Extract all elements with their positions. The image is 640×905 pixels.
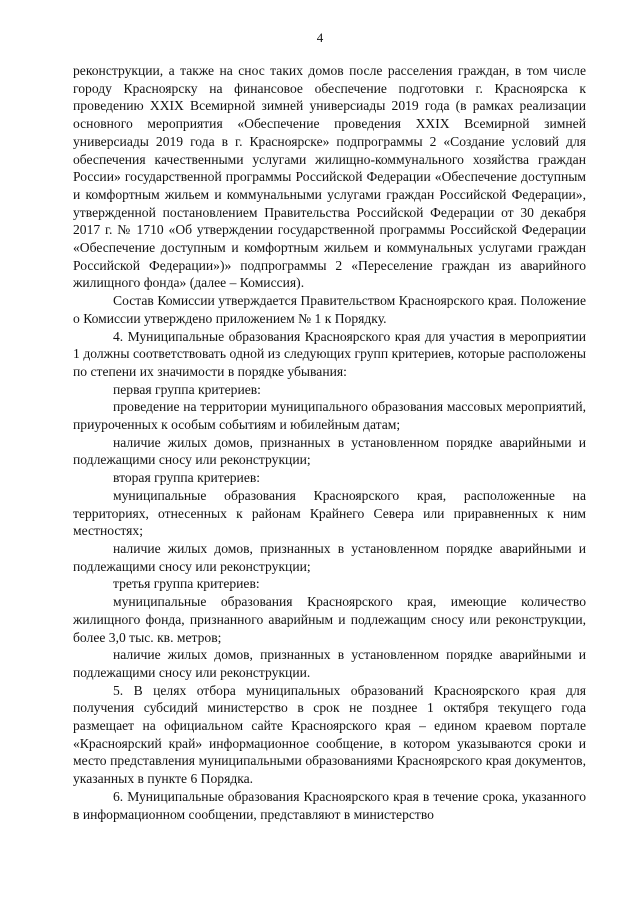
criteria-group-1-item-1: проведение на территории муниципального образования массовых мероприятий, приуроченных к особым событиям и юбилейным датам; bbox=[73, 399, 586, 433]
criteria-group-2-item-1: муниципальные образования Красноярского края, расположенные на территориях, отнесенных к районам Крайнего Севера или приравненных к ним местностях; bbox=[73, 487, 586, 539]
criteria-group-3-item-1: муниципальные образования Красноярского края, имеющие количество жилищного фонда, признанного аварийным и подлежащим сносу или реконструкции, более 3,0 тыс. кв. метров; bbox=[73, 594, 586, 645]
document-body bbox=[73, 62, 586, 823]
paragraph-item-4: 4. Муниципальные образования Красноярского края для участия в мероприятии 1 должны соответствовать одной из следующих групп критериев, которые расположены по степени их значимости в порядке убывания: bbox=[73, 328, 586, 379]
criteria-group-3-item-2: наличие жилых домов, признанных в установленном порядке аварийными и подлежащими сносу или реконструкции. bbox=[73, 647, 586, 680]
criteria-group-1-item-2: наличие жилых домов, признанных в установленном порядке аварийными и подлежащими сносу или реконструкции; bbox=[73, 434, 586, 468]
paragraph-commission-continuation: реконструкции, а также на снос таких домов после расселения граждан, в том числе городу Красноярску на финансовое обеспечение подготовки г. Красноярска к проведению XXIX Всемирной зимней универсиады 2019 года (в рамках реализации основного мероприятия «Обеспечение проведения XXIX Всемирной зимней универсиады 2019 года в г. Красноярске» подпрограммы 2 «Создание условий для обеспечения качественными услугами жилищно-коммунального хозяйства граждан России» государственной программы Российской Федерации «Обеспечение доступным и комфортным жильем и коммунальными услугами граждан Российской Федерации», утвержденной постановлением Правительства Российской Федерации от 30 декабря 2017 г. № 1710 «Об утверждении государственной программы Российской Федерации «Обеспечение доступным и комфортным жильем и коммунальных услугами граждан Российской Федерации»)» подпрограммы 2 «Переселение граждан из аварийного жилищного фонда» (далее – Комиссия). bbox=[73, 63, 586, 291]
paragraph-commission-composition: Состав Комиссии утверждается Правительством Красноярского края. Положение о Комиссии утверждено приложением № 1 к Порядку. bbox=[73, 293, 586, 326]
paragraph-item-5: 5. В целях отбора муниципальных образований Красноярского края для получения субсидий министерство в срок не позднее 1 октября текущего года размещает на официальном сайте Красноярского края – едином краевом портале «Красноярский край» информационное сообщение, в котором указываются сроки и место представления муниципальными образованиями Красноярского края документов, указанных в пункте 6 Порядка. bbox=[73, 682, 586, 787]
criteria-group-2-heading: вторая группа критериев: bbox=[113, 470, 261, 486]
criteria-group-1-heading: первая группа критериев: bbox=[113, 381, 261, 397]
criteria-group-3-heading: третья группа критериев: bbox=[113, 576, 260, 592]
criteria-group-2-item-2: наличие жилых домов, признанных в установленном порядке аварийными и подлежащими сносу или реконструкции; bbox=[73, 540, 586, 574]
paragraph-item-6: 6. Муниципальные образования Красноярского края в течение срока, указанного в информационном сообщении, представляют в министерство bbox=[73, 788, 586, 822]
page-number: 4 bbox=[316, 30, 324, 45]
